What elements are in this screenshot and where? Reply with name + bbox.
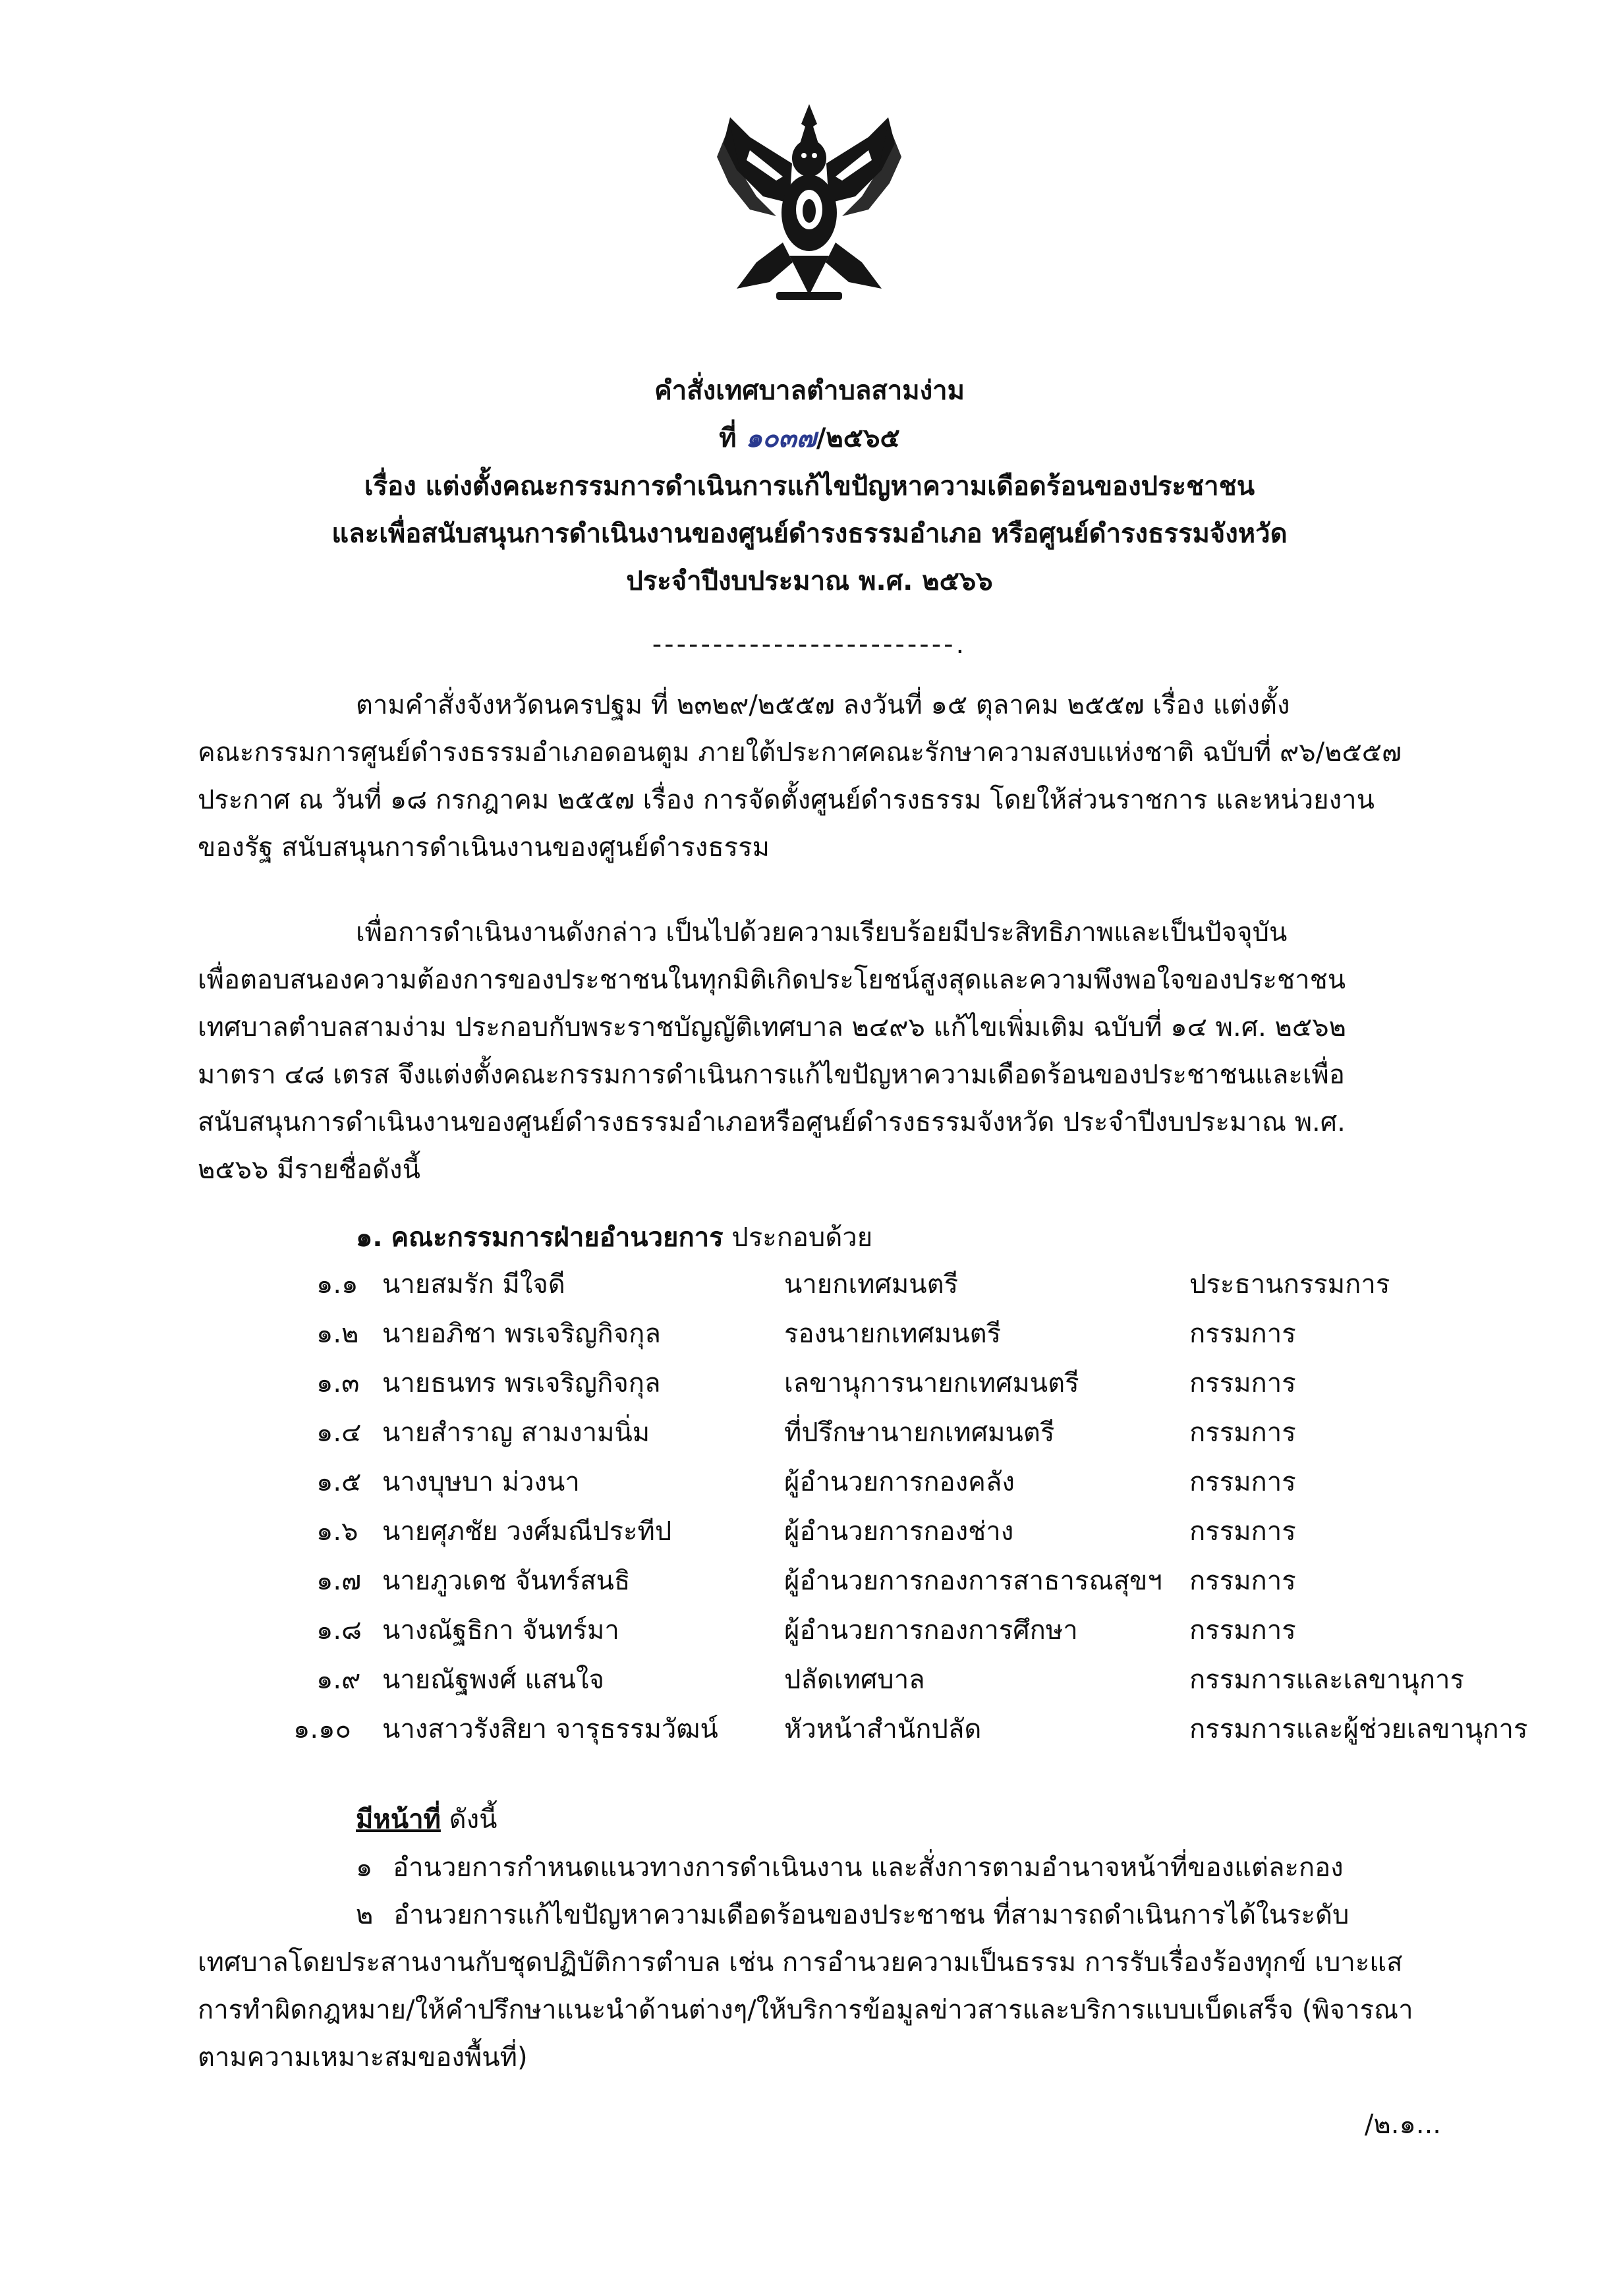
member-number: ๑.๙ (316, 1665, 361, 1695)
member-position: ผู้อำนวยการกองช่าง (784, 1516, 1014, 1547)
order-number-suffix: /๒๕๖๕ (816, 423, 900, 453)
committee-heading-title: คณะกรรมการฝ่ายอำนวยการ (391, 1222, 724, 1253)
member-role: ประธานกรรมการ (1189, 1269, 1390, 1300)
member-position: ผู้อำนวยการกองคลัง (784, 1467, 1015, 1497)
member-position: นายกเทศมนตรี (784, 1269, 959, 1300)
committee-heading-suffix: ประกอบด้วย (731, 1222, 873, 1253)
member-position: ปลัดเทศบาล (784, 1665, 925, 1695)
member-name: นายสมรัก มีใจดี (382, 1269, 565, 1300)
paragraph-line: สนับสนุนการดำเนินงานของศูนย์ดำรงธรรมอำเภอหรือศูนย์ดำรงธรรมจังหวัด ประจำปีงบประมาณ พ.ศ. (198, 1107, 1346, 1137)
duty-item-text: อำนวยการแก้ไขปัญหาความเดือดร้อนของประชาชน ที่สามารถดำเนินการได้ในระดับ (393, 1900, 1349, 1930)
committee-heading-number: ๑. (356, 1222, 383, 1253)
order-number-prefix: ที่ (719, 423, 737, 453)
paragraph-line: ๒๕๖๖ มีรายชื่อดังนี้ (198, 1155, 420, 1185)
member-name: นายสำราญ สามงามนิ่ม (382, 1418, 650, 1448)
member-role: กรรมการ (1189, 1368, 1296, 1398)
duties-heading-title: มีหน้าที่ (356, 1804, 441, 1835)
duty-item-text: อำนวยการกำหนดแนวทางการดำเนินงาน และสั่งการตามอำนาจหน้าที่ของแต่ละกอง (393, 1852, 1344, 1883)
member-role: กรรมการ (1189, 1615, 1296, 1646)
member-name: นายธนทร พรเจริญกิจกุล (382, 1368, 661, 1398)
subject-line-2: และเพื่อสนับสนุนการดำเนินงานของศูนย์ดำรงธรรมอำเภอ หรือศูนย์ดำรงธรรมจังหวัด (331, 519, 1288, 549)
paragraph-line: มาตรา ๔๘ เตรส จึงแต่งตั้งคณะกรรมการดำเนินการแก้ไขปัญหาความเดือดร้อนของประชาชนและเพื่อ (198, 1060, 1345, 1090)
member-number: ๑.๖ (316, 1516, 358, 1547)
member-number: ๑.๘ (316, 1615, 362, 1646)
paragraph-line: ประกาศ ณ วันที่ ๑๘ กรกฎาคม ๒๕๕๗ เรื่อง การจัดตั้งศูนย์ดำรงธรรม โดยให้ส่วนราชการ และหน่วยงาน (198, 785, 1375, 815)
member-position: ผู้อำนวยการกองการศึกษา (784, 1615, 1078, 1646)
duty-item-number: ๑ (356, 1852, 373, 1883)
order-number (0, 420, 1619, 457)
duty-item-2-line: ตามความเหมาะสมของพื้นที่) (198, 2042, 528, 2073)
member-name: นายภูวเดช จันทร์สนธิ (382, 1566, 631, 1596)
member-number: ๑.๑๐ (293, 1714, 351, 1744)
duty-item-2-line: การทำผิดกฎหมาย/ให้คำปรึกษาแนะนำด้านต่างๆ/ให้บริการข้อมูลข่าวสารและบริการแบบเบ็ดเสร็จ (พิจารณา (198, 1995, 1413, 2025)
duty-item-1 (356, 1849, 1344, 1886)
member-number: ๑.๔ (316, 1418, 362, 1448)
member-position: รองนายกเทศมนตรี (784, 1319, 1002, 1349)
paragraph-line: เพื่อตอบสนองความต้องการของประชาชนในทุกมิติเกิดประโยชน์สูงสุดและความพึงพอใจของประชาชน (198, 965, 1346, 995)
member-name: นายอภิชา พรเจริญกิจกุล (382, 1319, 661, 1349)
paragraph-line: เทศบาลตำบลสามง่าม ประกอบกับพระราชบัญญัติเทศบาล ๒๔๙๖ แก้ไขเพิ่มเติม ฉบับที่ ๑๔ พ.ศ. ๒๕๖๒ (198, 1012, 1346, 1043)
member-role: กรรมการ (1189, 1566, 1296, 1596)
paragraph-line: เพื่อการดำเนินงานดังกล่าว เป็นไปด้วยความเรียบร้อยมีประสิทธิภาพและเป็นปัจจุบัน (356, 917, 1288, 948)
committee-heading (356, 1219, 872, 1256)
member-number: ๑.๓ (316, 1368, 360, 1398)
paragraph-line: ของรัฐ สนับสนุนการดำเนินงานของศูนย์ดำรงธรรม (198, 832, 770, 863)
member-name: นางสาวรังสิยา จารุธรรมวัฒน์ (382, 1714, 718, 1744)
member-position: ที่ปรึกษานายกเทศมนตรี (784, 1418, 1055, 1448)
duty-item-2 (356, 1897, 1349, 1934)
duty-item-number: ๒ (356, 1900, 374, 1930)
page-continuation: /๒.๑... (1364, 2109, 1441, 2140)
member-name: นายณัฐพงศ์ แสนใจ (382, 1665, 604, 1695)
duties-heading (356, 1801, 497, 1838)
garuda-emblem (710, 98, 908, 308)
member-position: เลขานุการนายกเทศมนตรี (784, 1368, 1079, 1398)
member-role: กรรมการ (1189, 1418, 1296, 1448)
duties-heading-suffix: ดังนี้ (449, 1804, 497, 1835)
member-position: ผู้อำนวยการกองการสาธารณสุขฯ (784, 1566, 1162, 1596)
separator-line: -------------------------. (652, 629, 967, 660)
member-role: กรรมการและผู้ช่วยเลขานุการ (1189, 1714, 1528, 1744)
duty-item-2-line: เทศบาลโดยประสานงานกับชุดปฏิบัติการตำบล เช่น การอำนวยความเป็นธรรม การรับเรื่องร้องทุกข์ เบาะแส (198, 1947, 1403, 1978)
member-position: หัวหน้าสำนักปลัด (784, 1714, 982, 1744)
paragraph-line: ตามคำสั่งจังหวัดนครปฐม ที่ ๒๓๒๙/๒๕๕๗ ลงวันที่ ๑๕ ตุลาคม ๒๕๕๗ เรื่อง แต่งตั้ง (356, 690, 1290, 720)
subject-line-3: ประจำปีงบประมาณ พ.ศ. ๒๕๖๖ (626, 566, 993, 596)
member-number: ๑.๕ (316, 1467, 362, 1497)
member-role: กรรมการ (1189, 1467, 1296, 1497)
member-name: นางณัฐธิกา จันทร์มา (382, 1615, 619, 1646)
member-name: นางบุษบา ม่วงนา (382, 1467, 580, 1497)
member-number: ๑.๒ (316, 1319, 359, 1349)
member-number: ๑.๗ (316, 1566, 362, 1596)
order-title: คำสั่งเทศบาลตำบลสามง่าม (654, 376, 965, 406)
member-number: ๑.๑ (316, 1269, 358, 1300)
member-role: กรรมการ (1189, 1516, 1296, 1547)
member-role: กรรมการ (1189, 1319, 1296, 1349)
paragraph-line: คณะกรรมการศูนย์ดำรงธรรมอำเภอดอนตูม ภายใต้ประกาศคณะรักษาความสงบแห่งชาติ ฉบับที่ ๙๖/๒๕๕๗ (198, 737, 1402, 768)
member-name: นายศุภชัย วงศ์มณีประทีป (382, 1516, 672, 1547)
order-number-handwritten: ๑๐๓๗ (745, 422, 816, 453)
subject-line-1: เรื่อง แต่งตั้งคณะกรรมการดำเนินการแก้ไขปัญหาความเดือดร้อนของประชาชน (364, 471, 1255, 502)
member-role: กรรมการและเลขานุการ (1189, 1665, 1464, 1695)
garuda-emblem-graphic (710, 98, 908, 308)
